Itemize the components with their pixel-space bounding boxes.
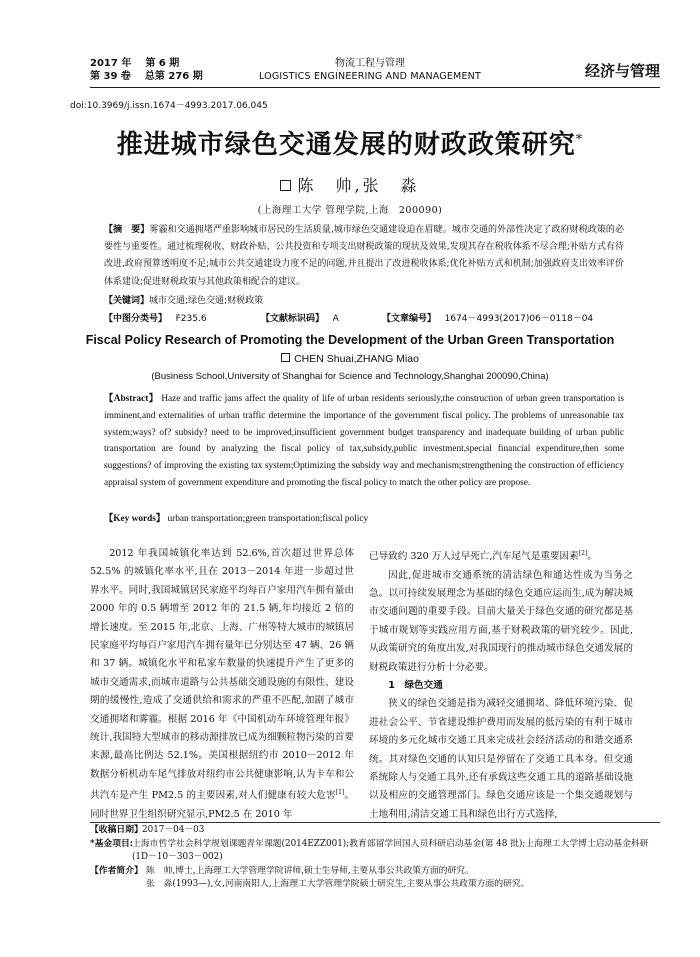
body-paragraph	[90, 545, 354, 824]
authors-en	[0, 353, 700, 365]
author-bio-text: 张 淼(1993—),女,河南南阳人,上海理工大学管理学院硕士研究生,主要从事公共政策方面的研究。	[146, 879, 530, 890]
doi: doi:10.3969/j.issn.1674－4993.2017.06.045	[70, 101, 268, 111]
author-bio-text: 陈 帅,博士,上海理工大学管理学院讲师,硕士生导师,主要从事公共政策方面的研究。	[146, 865, 474, 876]
footnotes	[90, 824, 660, 892]
clc-field	[104, 314, 207, 324]
header-rule	[90, 87, 660, 88]
body-text: 2012 年我国城镇化率达到 52.6%,首次超过世界总体 52.5% 的城镇化率水平,且在 2013－2014 年进一步超过世界水平。同时,我国城镇居民家庭平均每百户家用汽车拥有量由 2000 年的 0.5 辆增至 2012 年的 21.5 辆,年均接近 2 倍的增长速度。至 2015 年,北京、上海、广州等特大城市的城镇居民家庭平均每百户家用汽车拥有量年已分别达至 47 辆、26 辆和 37 辆。城镇化水平和私家车数量的快速提升产生了更多的城市交通需求,而城市道路与公共基础交通设施的有限性、建设期的缓慢性,造成了交通供给和需求的严重不匹配,加剧了城市交通拥堵和雾霾。根据 2016 年《中国机动车环境管理年报》统计,我国特大型城市的移动源排放已成为细颗粒物污染的首要来源,最高比例达 52.1%。美国根据纽约市 2010－2012 年数据分析机动车尾气排放对纽约市公共健康影响,认为卡车和公共汽车是产生 PM2.5 的主要因素,对人们健康有较大危害	[90, 548, 354, 802]
total-issue: 总第 276 期	[144, 71, 203, 82]
keywords-en	[104, 510, 624, 524]
classification-row	[104, 311, 624, 324]
abstract-en-label: 【Abstract】	[104, 394, 159, 404]
affiliation-en: (Business School,University of Shanghai for Science and Technology,Shanghai 200090,China)	[151, 371, 549, 382]
author-box-icon-en	[281, 353, 290, 362]
body-text: 。同时世界卫生组织研究显示,PM2.5 在 2010 年	[90, 790, 355, 820]
received-value: 2017－04－03	[142, 825, 205, 835]
footnote-rule	[90, 822, 660, 823]
abstract-cn	[104, 222, 624, 291]
keywords-cn-label: 【关键词】	[104, 296, 150, 306]
citation: [1]	[335, 789, 345, 797]
body-column-left	[90, 545, 354, 824]
author-bio-1	[90, 865, 660, 879]
authors-en-text: CHEN Shuai,ZHANG Miao	[294, 353, 419, 365]
body-column-right	[369, 545, 633, 824]
doc-code-value: A	[332, 314, 339, 324]
title-cn	[0, 124, 700, 161]
keywords-cn	[104, 293, 624, 306]
authors-cn-text: 陈 帅,张 淼	[297, 176, 420, 195]
journal-name-cn: 物流工程与管理	[335, 58, 405, 69]
keywords-cn-text: 城市交通;绿色交通;财税政策	[149, 296, 264, 306]
section-name: 经济与管理	[584, 62, 660, 80]
fund-label: *基金项目:	[90, 838, 134, 849]
issue: 第 6 期	[145, 58, 180, 69]
title-cn-text: 推进城市绿色交通发展的财政政策研究	[116, 130, 576, 160]
volume: 第 39 卷	[90, 71, 131, 82]
doc-code-field	[261, 311, 339, 324]
article-number-value: 1674－4993(2017)06－0118－04	[444, 314, 594, 324]
received-date	[90, 824, 660, 838]
received-label: 【收稿日期】	[90, 825, 143, 835]
title-en: Fiscal Policy Research of Promoting the Development of the Urban Green Transportation	[85, 333, 615, 347]
fund-note	[90, 838, 660, 865]
abstract-en-text: Haze and traffic jams affect the quality of life of urban residents seriously,the construction of urban green transportation is imminent,and externalities of urban traffic determine the importance of the government fiscal policy. The problems of unreasonable tax system;ways? of? subsidy? need to be improved,insufficient government budget transparency and inadequate building of urban public transportation are found by analyzing the fiscal policy of tax,subsidy,public investment,special financial expenditure,then some suggestions? of improving the existing tax system;Optimizing the subsidy way and mechanism;strengthening the construction of efficiency appraisal system of government expenditure and promoting the fiscal policy to match the other policy are propose.	[104, 394, 624, 488]
keywords-en-label: 【Key words】	[104, 514, 166, 524]
author-bio-2	[90, 878, 660, 892]
abstract-cn-text: 雾霾和交通拥堵严重影响城市居民的生活质量,城市绿色交通建设迫在眉睫。城市交通的外部性决定了政府财税政策的必要性与重要性。通过梳理税收、财政补贴、公共投资和专项支出财税政策的现状及效果,发现其存在税收体系不尽合理;补贴方式有待改进,政府预算透明度不足;城市公共交通建设力度不足的问题,并且提出了改进税收体系;优化补贴方式和机制;加强政府支出效率评价体系建设;促进财税政策与其他政策相配合的建议。	[104, 225, 624, 287]
citation: [2]	[578, 550, 588, 557]
article-number-label: 【文章编号】	[382, 314, 437, 324]
running-header	[90, 57, 660, 85]
author-box-icon	[280, 180, 291, 191]
doc-code-label: 【文献标识码】	[261, 314, 325, 324]
body-text: 已导致约 320 万人过早死亡,汽车尾气是重要因素	[369, 551, 579, 563]
keywords-en-text: urban transportation;green transportation;fiscal policy	[167, 514, 369, 524]
journal-name	[240, 57, 500, 83]
author-bio-label: 【作者简介】	[90, 865, 143, 876]
affiliation-cn: (上海理工大学 管理学院,上海 200090)	[257, 205, 443, 216]
issue-info	[90, 57, 203, 83]
body-paragraph: 因此,促进城市交通系统的清洁绿色和通达性成为当务之急。以可持续发展理念为基础的绿色交通应运而生,成为解决城市交通问题的重要手段。目前大量关于绿色交通的研究都是基于城市规划等实践应用方面,基于财税政策的研究较少。因此,从政策研究的角度出发,对我国现行的推动城市绿色交通发展的财税政策进行分析十分必要。	[369, 569, 633, 673]
abstract-cn-label: 【摘 要】	[104, 225, 150, 235]
abstract-en	[104, 391, 624, 492]
fund-text: 上海市哲学社会科学规划课题青年课题(2014EZZ001);教育部留学回国人员科研启动基金(第 48 批);上海理工大学博士启动基金科研(1D－10－303－002)	[132, 838, 649, 863]
article-number-field	[382, 311, 593, 324]
body-paragraph: 狭义的绿色交通是指为减轻交通拥堵、降低环境污染、促进社会公平、节省建设维护费用而发展的低污染的有利于城市环境的多元化城市交通工具来完成社会经济活动的和谐交通系统。其对绿色交通的认知只是停留在了交通工具本身。但交通系统除人与交通工具外,还有承载这些交通工具的道路基础设施以及相应的交通管理部门。绿色交通应该是一个集交通规划与土地利用,清洁交通工具和绿色出行方式选择,	[369, 698, 633, 820]
body-text: 。	[587, 551, 597, 563]
authors-cn	[0, 173, 700, 196]
clc-label: 【中图分类号】	[104, 314, 168, 324]
journal-name-en: LOGISTICS ENGINEERING AND MANAGEMENT	[259, 71, 481, 82]
year: 2017 年	[90, 58, 132, 69]
body-paragraph	[369, 545, 633, 567]
clc-value: F235.6	[175, 314, 207, 324]
section-heading: 1 绿色交通	[388, 680, 443, 692]
title-footnote-mark: *	[575, 132, 584, 148]
